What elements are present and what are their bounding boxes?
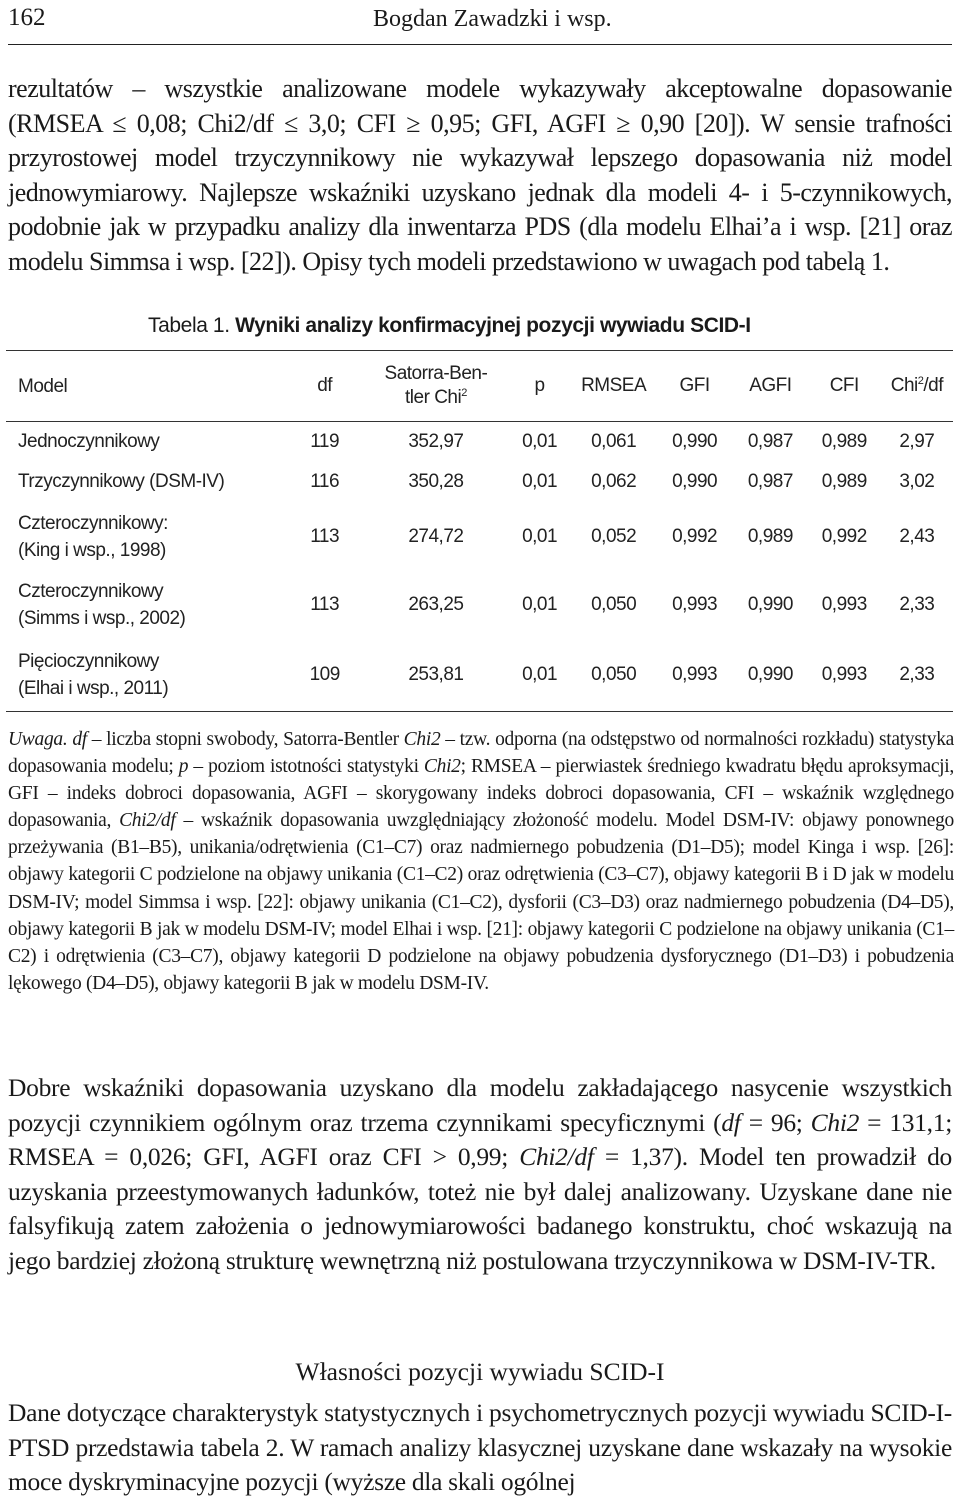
note-p-term: p <box>178 756 189 778</box>
cfi-cell: 0,993 <box>821 594 867 616</box>
chi2-cell: 263,25 <box>408 594 464 616</box>
results-table <box>6 350 953 712</box>
column-header-p: p <box>508 351 571 422</box>
chi2-df-cell: 2,43 <box>899 525 935 547</box>
column-header-chidf-sup: 2 <box>917 375 924 388</box>
model-cell <box>6 571 286 639</box>
rmsea-cell: 0,052 <box>591 525 637 547</box>
agfi-cell: 0,990 <box>733 639 808 711</box>
paragraph-bifactor <box>8 1071 952 1278</box>
column-header-chi-line2: tler Chi <box>405 387 462 409</box>
note-text-5: – wskaźnik dopasowania uwzględniający złożoność modelu. Model DSM-IV: objawy ponownego przeżywania (B1–B5), unikania/odrętwienia (C1–C7) oraz nadmiernego pobudzenia (D1–D5); model Kinga i wsp. [26]: objawy kategorii C podzielone na objawy unikania (C1–C2) oraz odrętwienia (C3–C7), objawy kategorii B i D jak w modelu DSM-IV; model Simmsa i wsp. [22]: objawy unikania (C1–C2), dysforii (C3–D3) oraz nadmiernego pobudzenia (D4–D5), objawy kategorii B jak w modelu DSM-IV; model Elhai i wsp. [21]: objawy kategorii C podzielone na objawy unikania (C1–C2) i odrętwienia (C3–C7), objawy kategorii D podzielone na objawy pobudzenia dysforycznego (D1–D3) i pobudzenia lękowego (D4–D5), objawy kategorii B jak w modelu DSM-IV. <box>8 810 954 994</box>
gfi-cell: 0,990 <box>672 470 718 492</box>
chi2-cell: 274,72 <box>408 525 464 547</box>
table-caption <box>148 314 751 338</box>
p2-df-term: df <box>721 1107 741 1137</box>
column-header-rmsea: RMSEA <box>571 351 656 422</box>
chi2-cell: 352,97 <box>408 430 464 452</box>
model-cell <box>6 502 286 571</box>
df-cell: 109 <box>286 639 364 711</box>
cfi-cell: 0,989 <box>821 430 867 452</box>
note-text-1: – liczba stopni swobody, Satorra-Bentler <box>86 729 404 750</box>
column-header-model: Model <box>6 351 286 422</box>
running-head: Bogdan Zawadzki i wsp. <box>373 6 612 32</box>
page-header <box>8 0 952 45</box>
column-header-chi-sup: 2 <box>461 387 467 400</box>
rmsea-cell: 0,062 <box>591 470 637 492</box>
model-name: Pięcioczynnikowy <box>18 651 159 673</box>
p-cell: 0,01 <box>522 594 558 616</box>
gfi-cell: 0,992 <box>672 525 718 547</box>
chi2-df-cell: 2,33 <box>899 594 935 616</box>
note-text-4: ; RMSEA – pierwiastek średniego kwadratu błędu aproksymacji, GFI – indeks dobroci dopasowania, AGFI – skorygowany indeks dobroci dopasowania, CFI – wskaźnik względnego dopasowania, <box>8 756 954 832</box>
note-text-2: – tzw. odporna (na odstępstwo od normalności rozkładu) statystyka dopasowania modelu; <box>8 729 955 778</box>
agfi-cell: 0,989 <box>747 525 793 547</box>
rmsea-cell: 0,050 <box>571 639 656 711</box>
table-caption-title: Wyniki analizy konfirmacyjnej pozycji wywiadu SCID-I <box>235 314 751 337</box>
model-name: Jednoczynnikowy <box>18 431 160 453</box>
p-cell: 0,01 <box>508 639 571 711</box>
section-heading: Własności pozycji wywiadu SCID-I <box>295 1357 665 1386</box>
model-source: (King i wsp., 1998) <box>18 539 166 561</box>
table-header-row <box>6 351 953 422</box>
column-header-chidf-post: /df <box>923 375 943 397</box>
p2-text-b: = 96; <box>740 1107 811 1137</box>
p-cell: 0,01 <box>522 430 558 452</box>
model-source: (Simms i wsp., 2002) <box>18 608 186 630</box>
table-row <box>6 502 953 571</box>
note-chidf-term: Chi2/df <box>119 810 176 832</box>
cfi-cell: 0,993 <box>808 639 881 711</box>
p2-chi2-term: Chi2 <box>810 1107 860 1137</box>
table-caption-label: Tabela 1. <box>148 314 230 337</box>
model-name: Trzyczynnikowy (DSM-IV) <box>18 471 225 493</box>
p2-text-d: = 1,37). Model ten prowadził do uzyskania przeestymowanych ładunków, toteż nie był dalej analizowany. Uzyskane dane nie falsyfikują zatem założenia o jednowymiarowości badanego konstruktu, choć wskazują na jego bardziej złożoną strukturę wewnętrzną niż postulowana trzyczynnikowa w DSM-IV-TR. <box>8 1142 953 1275</box>
note-chi2-term-b: Chi2 <box>423 756 461 778</box>
df-cell: 116 <box>310 470 340 492</box>
column-header-chi-line1: Satorra-Ben- <box>384 363 488 385</box>
paragraph-results: rezultatów – wszystkie analizowane modele wykazywały akceptowalne dopasowanie (RMSEA ≤ 0,08; Chi2/df ≤ 3,0; CFI ≥ 0,95; GFI, AGFI ≥ 0,90 [20]). W sensie trafności przyrostowej model trzyczynnikowy nie wykazywał lepszego dopasowania niż model jednowymiarowy. Najlepsze wskaźniki uzyskano jednak dla modeli 4- i 5-czynnikowych, podobnie jak w przypadku analizy dla inwentarza PDS (dla modelu Elhai’a i wsp. [21] oraz modelu Simmsa i wsp. [22]). Opisy tych modeli przedstawiono w uwagach pod tabelą 1. <box>8 74 952 276</box>
model-name: Czteroczynnikowy <box>18 581 164 603</box>
chi2-df-cell: 3,02 <box>899 470 935 492</box>
note-text-3: – poziom istotności statystyki <box>188 756 424 778</box>
agfi-cell: 0,990 <box>747 594 793 616</box>
chi2-df-cell: 2,97 <box>899 430 935 452</box>
table-row <box>6 462 953 502</box>
cfi-cell: 0,992 <box>821 525 867 547</box>
table-row <box>6 571 953 639</box>
p-cell: 0,01 <box>522 470 558 492</box>
column-header-cfi: CFI <box>808 351 881 422</box>
note-df-term: df <box>72 729 87 750</box>
gfi-cell: 0,993 <box>672 594 718 616</box>
rmsea-cell: 0,061 <box>591 430 637 452</box>
gfi-cell: 0,990 <box>672 430 718 452</box>
model-cell <box>6 422 286 462</box>
p-cell: 0,01 <box>522 525 558 547</box>
paragraph-item-properties: Dane dotyczące charakterystyk statystycznych i psychometrycznych pozycji wywiadu SCID-I-PTSD przedstawia tabela 2. W ramach analizy klasycznej uzyskane dane wskazały na wysokie moce dyskryminacyjne pozycji (wyższe dla skali ogólnej <box>8 1398 952 1496</box>
chi2-df-cell: 2,33 <box>881 639 953 711</box>
df-cell: 119 <box>310 430 340 452</box>
df-cell: 113 <box>310 525 340 547</box>
table-note <box>8 726 954 997</box>
note-label: Uwaga. <box>8 729 68 750</box>
gfi-cell: 0,993 <box>656 639 733 711</box>
cfi-cell: 0,989 <box>821 470 867 492</box>
agfi-cell: 0,987 <box>747 430 793 452</box>
chi2-cell: 253,81 <box>364 639 508 711</box>
column-header-df: df <box>286 351 364 422</box>
p2-text-c: = 131,1; RMSEA = 0,026; GFI, AGFI oraz CFI > 0,99; <box>8 1107 952 1171</box>
model-name: Czteroczynnikowy: <box>18 512 168 534</box>
p2-text-a: Dobre wskaźniki dopasowania uzyskano dla modelu zakładającego nasycenie wszystkich pozycji czynnikiem ogólnym oraz trzema czynnikami specyficznymi ( <box>8 1073 952 1137</box>
column-header-chidf-pre: Chi <box>890 375 918 397</box>
rmsea-cell: 0,050 <box>591 594 637 616</box>
page-number: 162 <box>8 4 46 31</box>
chi2-cell: 350,28 <box>408 470 464 492</box>
model-cell <box>6 462 286 502</box>
df-cell: 113 <box>310 594 340 616</box>
note-chi2-term: Chi2 <box>403 729 441 750</box>
model-source: (Elhai i wsp., 2011) <box>18 678 169 700</box>
agfi-cell: 0,987 <box>747 470 793 492</box>
column-header-satorra-bentler-chi2 <box>364 351 508 422</box>
column-header-chi2-df <box>881 351 953 422</box>
p2-chidf-term: Chi2/df <box>519 1142 594 1171</box>
column-header-agfi: AGFI <box>733 351 808 422</box>
model-cell <box>6 639 286 711</box>
table-row <box>6 422 953 462</box>
table-row <box>6 639 953 711</box>
column-header-gfi: GFI <box>656 351 733 422</box>
